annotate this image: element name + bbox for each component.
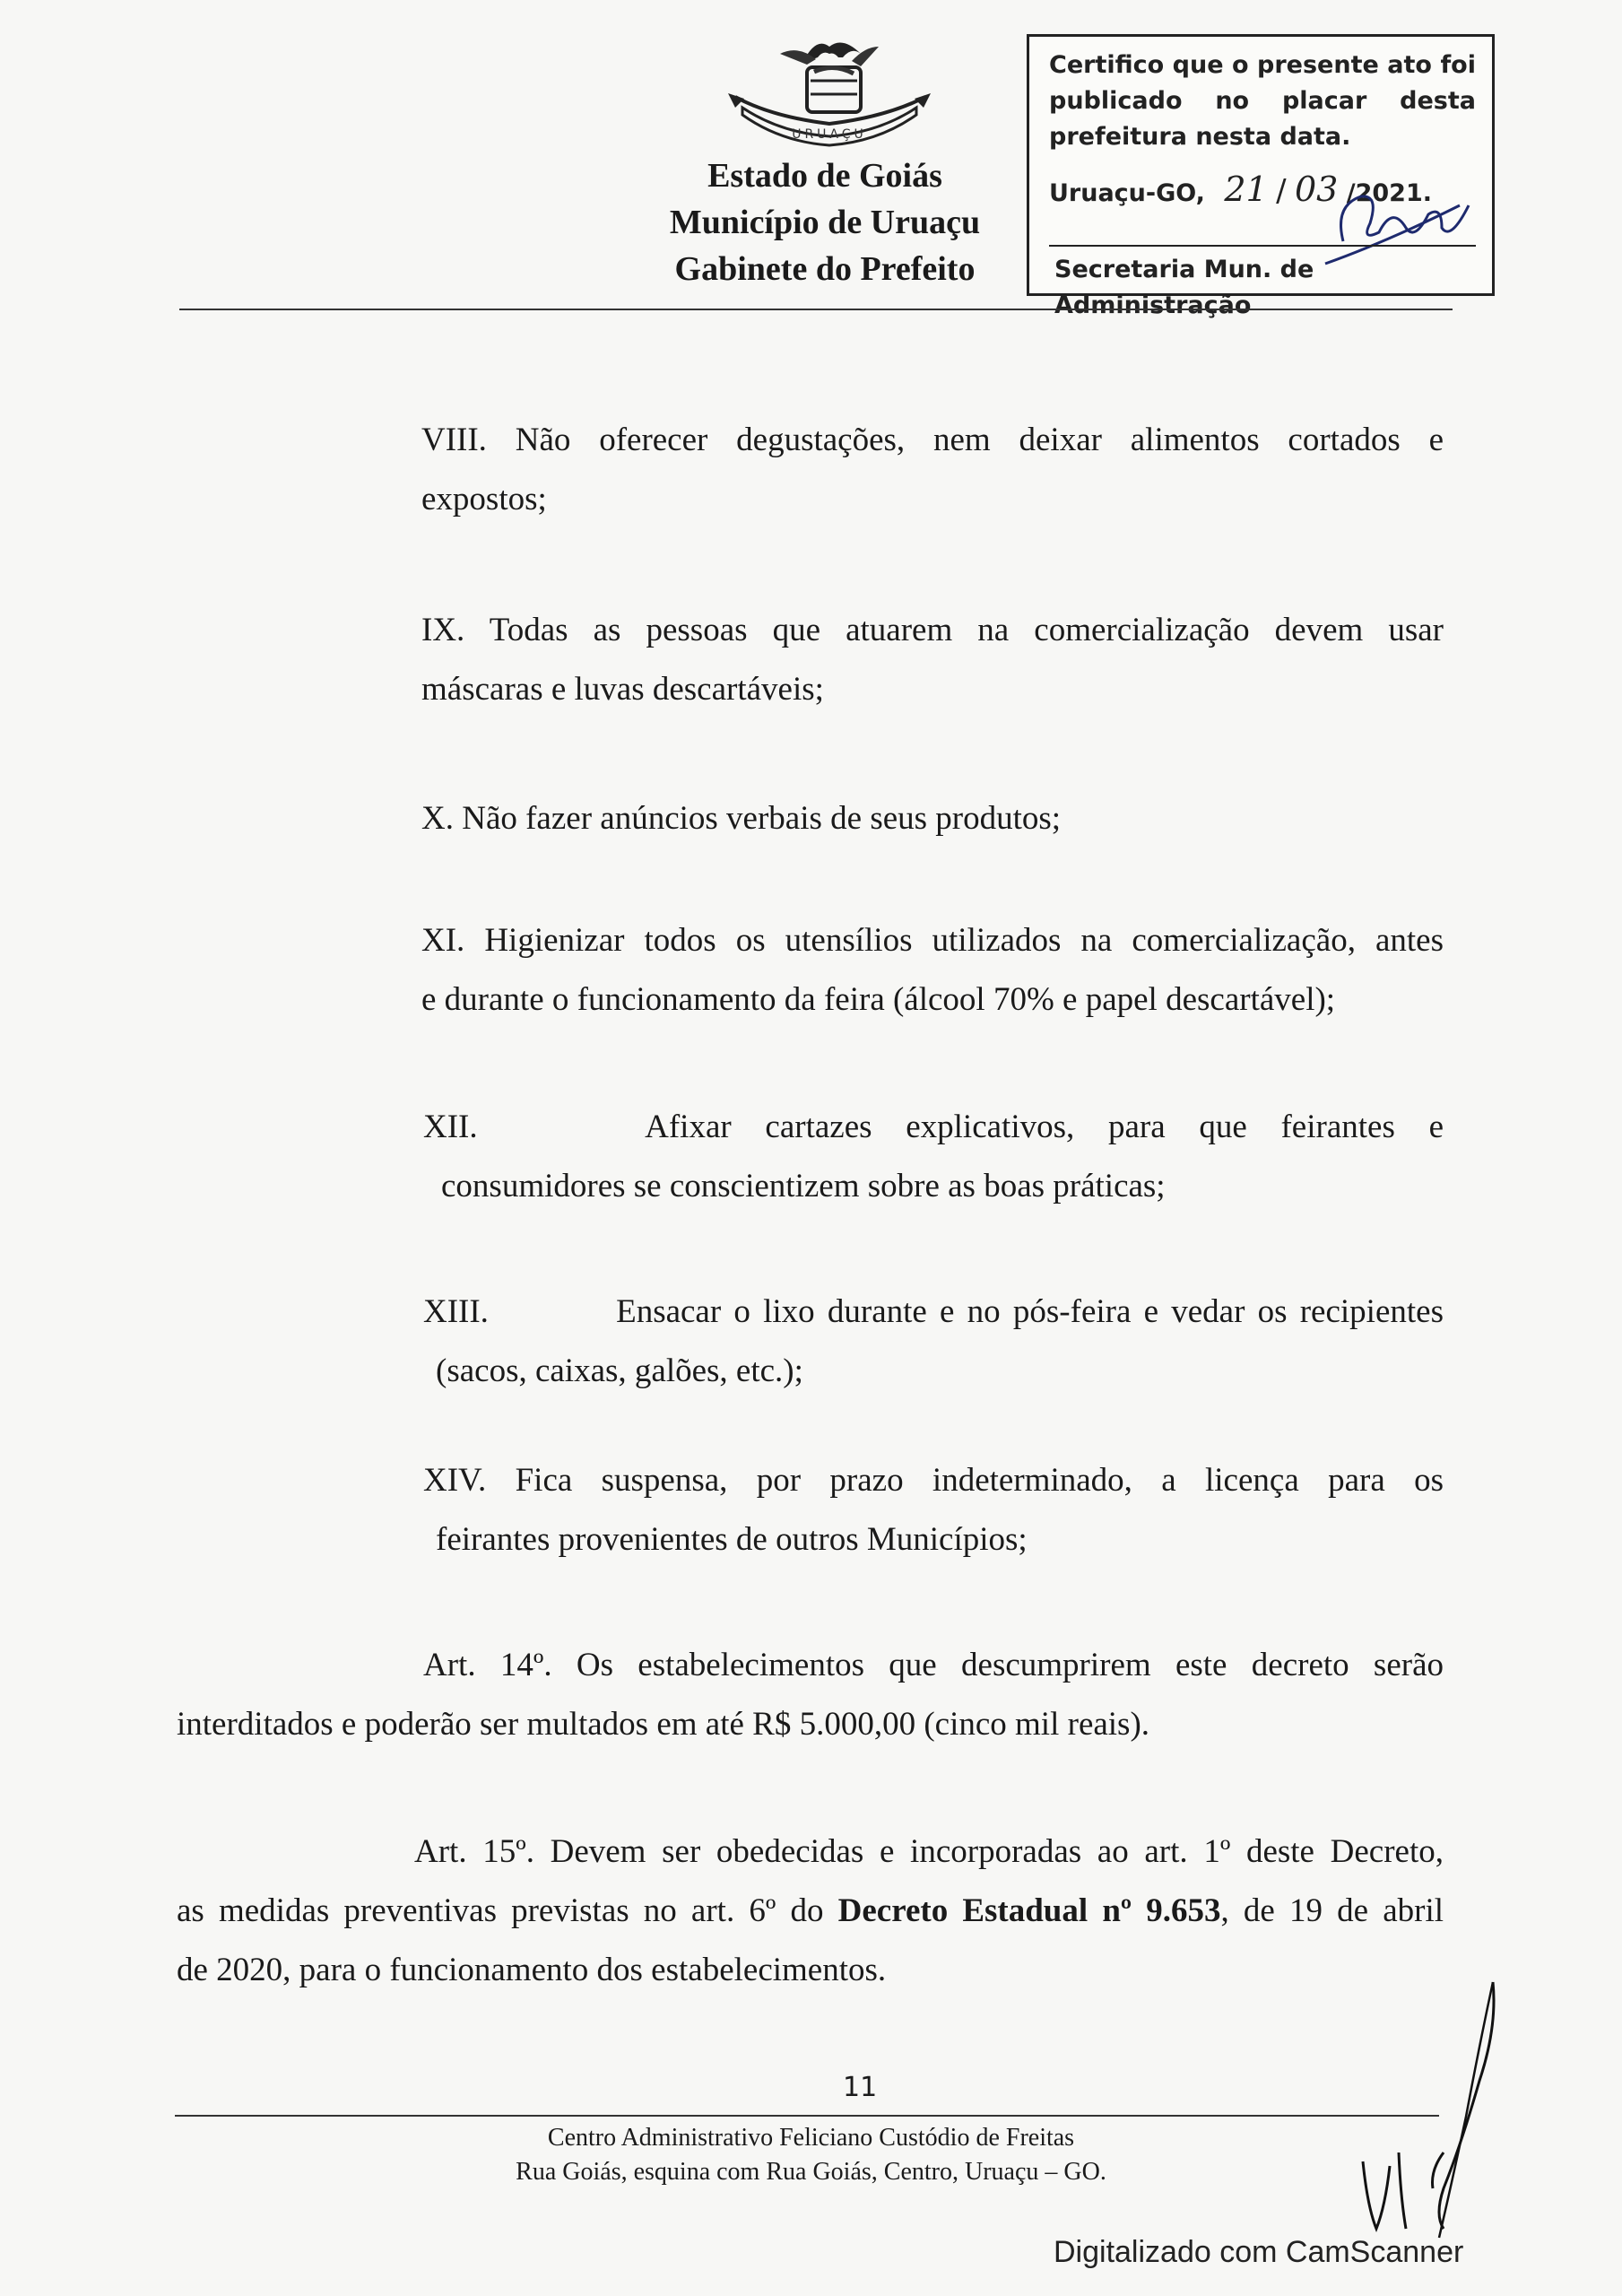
item-ix-line-1: IX. Todas as pessoas que atuarem na comercialização devem usar [421, 612, 1444, 648]
item-xi-line-2: e durante o funcionamento da feira (álcool 70% e papel descartável); [421, 981, 1336, 1018]
office-name: Gabinete do Prefeito [674, 250, 976, 288]
item-x: X. Não fazer anúncios verbais de seus produtos; [421, 800, 1062, 837]
stamp-date: Uruaçu-GO, 21 / 03 /2021. [1049, 170, 1432, 209]
stamp-date-prefix: Uruaçu-GO, [1049, 179, 1205, 207]
article-14-line-2: interditados e poderão ser multados em até R$ 5.000,00 (cinco mil reais). [177, 1706, 1150, 1743]
item-xiii-line-1: XIII. Ensacar o lixo durante e no pós-feira e vedar os recipientes [423, 1293, 1444, 1330]
stamp-signature-line [1049, 245, 1476, 247]
stamp-day: 21 [1224, 170, 1268, 209]
page-number: 11 [843, 2072, 878, 2103]
publication-stamp [1027, 34, 1495, 319]
handwritten-signature-icon [1345, 1973, 1524, 2242]
stamp-year: /2021. [1346, 179, 1432, 207]
article-15-line-2 [177, 1882, 1444, 1941]
article-14-line-1: Art. 14º. Os estabelecimentos que descumprirem este decreto serão [423, 1647, 1444, 1683]
item-xi-line-1: XI. Higienizar todos os utensílios utilizados na comercialização, antes [421, 922, 1444, 959]
letterhead [646, 152, 1004, 292]
stamp-signature-icon [1307, 143, 1505, 268]
article-15-line-3: de 2020, para o funcionamento dos estabelecimentos. [177, 1952, 887, 1988]
crest-banner-text: URUAÇU [792, 127, 867, 142]
state-name: Estado de Goiás [707, 157, 942, 195]
item-xii-line-1: XII. Afixar cartazes explicativos, para que feirantes e [423, 1109, 1444, 1145]
item-xiv-line-1: XIV. Fica suspensa, por prazo indeterminado, a licença para os [423, 1462, 1444, 1499]
stamp-line-1: Certifico que o presente ato foi [1049, 51, 1476, 79]
item-viii-line-2: expostos; [421, 481, 547, 517]
article-15-line-1: Art. 15º. Devem ser obedecidas e incorporadas ao art. 1º deste Decreto, [414, 1833, 1444, 1870]
stamp-secretaria: Secretaria Mun. de Administração [1054, 256, 1314, 319]
stamp-line-2: publicado no placar desta [1049, 87, 1476, 115]
item-ix-line-2: máscaras e luvas descartáveis; [421, 671, 824, 708]
scanner-watermark: Digitalizado com CamScanner [1054, 2235, 1464, 2269]
municipality-name: Município de Uruaçu [669, 204, 981, 241]
stamp-line-3: prefeitura nesta data. [1049, 123, 1351, 151]
state-decree-reference: Decreto Estadual nº 9.653 [837, 1892, 1221, 1929]
article-15-text-b: , de 19 de abril [1220, 1892, 1444, 1929]
footer-address-line-1: Centro Administrativo Feliciano Custódio de Freitas [547, 2124, 1075, 2152]
footer-divider [175, 2115, 1439, 2117]
header-divider [179, 309, 1453, 310]
article-15-text-a: as medidas preventivas previstas no art. 6º do [177, 1892, 838, 1929]
stamp-month: 03 [1294, 170, 1339, 209]
item-xiii-line-2: (sacos, caixas, galões, etc.); [436, 1352, 803, 1389]
item-xii-line-2: consumidores se conscientizem sobre as boas práticas; [441, 1168, 1166, 1205]
item-viii-line-1: VIII. Não oferecer degustações, nem deixar alimentos cortados e [421, 422, 1444, 458]
footer-address-line-2: Rua Goiás, esquina com Rua Goiás, Centro, Uruaçu – GO. [516, 2158, 1106, 2186]
item-xiv-line-2: feirantes provenientes de outros Municípios; [436, 1521, 1028, 1558]
